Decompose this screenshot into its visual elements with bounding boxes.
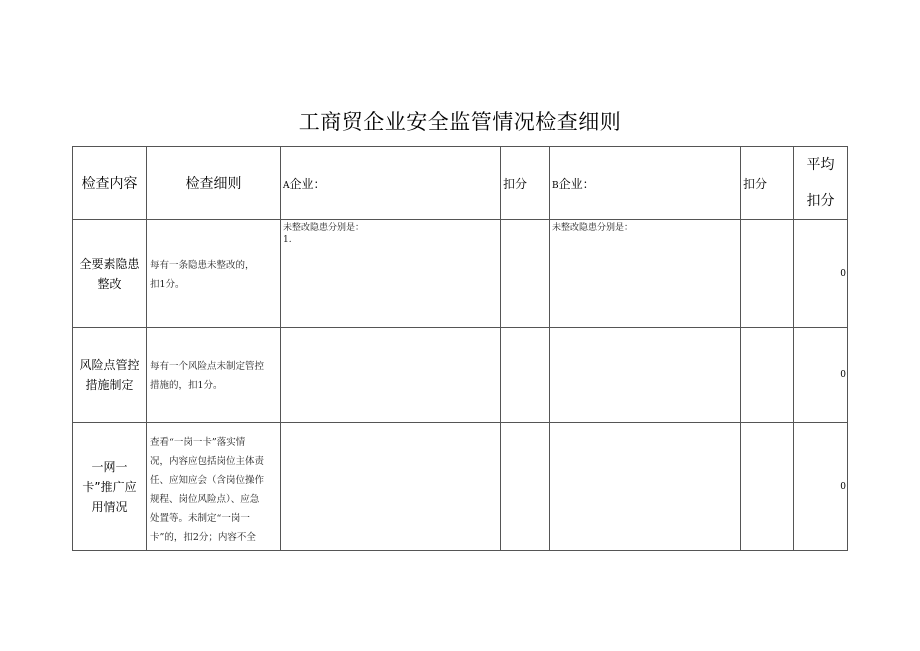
enterprise-a-prefix: A [283, 180, 290, 191]
content-line: 全要素隐患 [79, 256, 140, 271]
detail-line: 措施的，扣1分。 [150, 380, 223, 391]
detail-line: 卡”的，扣2分；内容不全 [150, 532, 256, 543]
enterprise-a-cell[interactable] [281, 423, 501, 551]
header-enterprise-b [550, 147, 741, 220]
deduct-b-cell[interactable] [741, 423, 794, 551]
deduct-a-cell[interactable] [501, 220, 550, 328]
header-average [794, 147, 848, 220]
row-content [73, 220, 147, 328]
content-line: 卡”推广应 [82, 479, 137, 494]
enterprise-b-cell[interactable] [550, 423, 741, 551]
enterprise-b-cell[interactable] [550, 328, 741, 423]
average-score: 0 [794, 328, 848, 423]
average-score: 0 [794, 423, 848, 551]
table-row [73, 328, 848, 423]
content-line: 一网一 [91, 459, 128, 474]
deduct-b-cell[interactable] [741, 328, 794, 423]
document-title: 工商贸企业安全监管情况检查细则 [298, 110, 622, 134]
enterprise-a-label: 企业： [289, 176, 326, 191]
average-line1: 平均 [806, 157, 835, 173]
inspection-table [72, 146, 848, 551]
content-line: 措施制定 [85, 378, 134, 392]
content-line: 用情况 [91, 499, 128, 514]
enterprise-b-prefix: B [552, 180, 559, 191]
header-enterprise-a [281, 147, 501, 220]
detail-line: 每有一条隐患未整改的， [150, 259, 255, 271]
header-row [73, 147, 848, 220]
header-deduct-b: 扣分 [741, 147, 794, 220]
average-score: 0 [794, 220, 848, 328]
row-detail [147, 220, 281, 328]
average-line2: 扣分 [806, 193, 835, 209]
note-line: 未整改隐患分别是： [283, 223, 365, 233]
detail-line: 查看“一岗一卡”落实情 [150, 437, 246, 448]
note-line: 1. [283, 235, 292, 245]
detail-line: 扣1分。 [150, 278, 185, 290]
detail-line: 每有一个风险点未制定管控 [150, 361, 265, 372]
row-content [73, 328, 147, 423]
table-row [73, 423, 848, 551]
deduct-a-cell[interactable] [501, 328, 550, 423]
detail-line: 处置等。未制定“一岗一 [150, 513, 250, 524]
deduct-a-cell[interactable] [501, 423, 550, 551]
row-detail [147, 328, 281, 423]
header-content: 检查内容 [73, 147, 147, 220]
detail-line: 况，内容应包括岗位主体责 [150, 456, 265, 467]
enterprise-b-label: 企业： [558, 176, 595, 191]
detail-line: 任、应知应会（含岗位操作 [150, 475, 265, 486]
header-deduct-a: 扣分 [501, 147, 550, 220]
content-line: 风险点管控 [79, 358, 140, 372]
deduct-b-cell[interactable] [741, 220, 794, 328]
content-line: 整改 [97, 276, 122, 291]
enterprise-a-cell[interactable] [281, 328, 501, 423]
header-detail: 检查细则 [147, 147, 281, 220]
note-line: 未整改隐患分别是： [552, 223, 634, 233]
enterprise-a-cell[interactable] [281, 220, 501, 328]
detail-line: 规程、岗位风险点）、应急 [150, 494, 260, 505]
table-row [73, 220, 848, 328]
row-content [73, 423, 147, 551]
enterprise-b-cell[interactable] [550, 220, 741, 328]
row-detail [147, 423, 281, 551]
